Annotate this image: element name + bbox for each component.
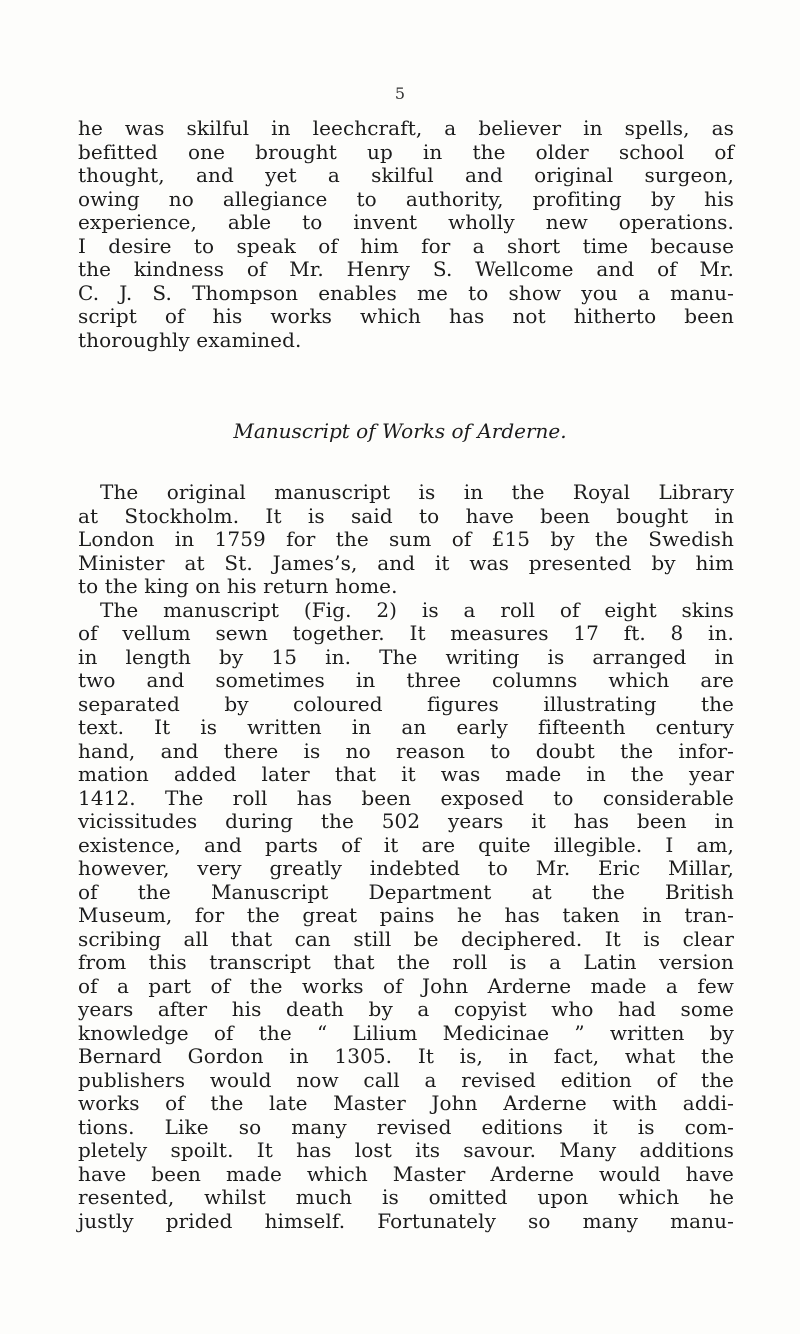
text-line: owing no allegiance to authority, profiting by his bbox=[78, 186, 734, 211]
text-line: hand, and there is no reason to doubt the infor- bbox=[78, 738, 734, 763]
text-line: Minister at St. James’s, and it was presented by him bbox=[78, 550, 734, 575]
text-line: two and sometimes in three columns which are bbox=[78, 668, 734, 692]
text-line: C. J. S. Thompson enables me to show you a manu- bbox=[78, 280, 734, 305]
text-line: separated by coloured figures illustrating the bbox=[78, 691, 734, 716]
paragraph-arderne-intro bbox=[78, 117, 734, 352]
text-line: years after his death by a copyist who had some bbox=[78, 997, 734, 1021]
text-line: befitted one brought up in the older school of bbox=[78, 139, 734, 164]
text-line: at Stockholm. It is said to have been bought in bbox=[78, 503, 734, 528]
text-line: pletely spoilt. It has lost its savour. Many additions bbox=[78, 1138, 734, 1162]
text-line: justly prided himself. Fortunately so many manu- bbox=[78, 1208, 734, 1233]
text-line: in length by 15 in. The writing is arranged in bbox=[78, 644, 734, 669]
page-number: 5 bbox=[394, 84, 406, 103]
text-line: mation added later that it was made in the year bbox=[78, 762, 734, 786]
text-line: the kindness of Mr. Henry S. Wellcome and of Mr. bbox=[78, 257, 734, 281]
text-line: text. It is written in an early fifteenth century bbox=[78, 715, 734, 739]
text-line: London in 1759 for the sum of £15 by the Swedish bbox=[78, 527, 734, 551]
text-line: vicissitudes during the 502 years it has been in bbox=[78, 809, 734, 833]
text-line: tions. Like so many revised editions it is com- bbox=[78, 1114, 734, 1139]
text-line: The manuscript (Fig. 2) is a roll of eight skins bbox=[100, 597, 734, 622]
text-line: Museum, for the great pains he has taken in tran- bbox=[78, 903, 734, 927]
text-line: however, very greatly indebted to Mr. Eric Millar, bbox=[78, 856, 734, 880]
text-line: have been made which Master Arderne would have bbox=[78, 1161, 734, 1186]
text-line: resented, whilst much is omitted upon which he bbox=[78, 1185, 734, 1209]
text-line: 1412. The roll has been exposed to considerable bbox=[78, 785, 734, 810]
text-line: script of his works which has not hitherto been bbox=[78, 304, 734, 328]
text-line: of the Manuscript Department at the British bbox=[78, 879, 734, 904]
text-line: Bernard Gordon in 1305. It is, in fact, what the bbox=[78, 1044, 734, 1068]
text-line: publishers would now call a revised edition of the bbox=[78, 1067, 734, 1092]
text-line: The original manuscript is in the Royal Library bbox=[100, 480, 734, 504]
text-line: I desire to speak of him for a short time because bbox=[78, 233, 734, 258]
text-line: he was skilful in leechcraft, a believer in spells, as bbox=[78, 116, 734, 140]
text-line: from this transcript that the roll is a Latin version bbox=[78, 950, 734, 974]
text-line: thoroughly examined. bbox=[78, 327, 302, 352]
section-heading: Manuscript of Works of Arderne. bbox=[233, 419, 567, 443]
text-line: of a part of the works of John Arderne made a few bbox=[78, 973, 734, 998]
text-line: knowledge of the “ Lilium Medicinae ” written by bbox=[78, 1020, 734, 1045]
text-line: to the king on his return home. bbox=[78, 574, 398, 598]
text-line: of vellum sewn together. It measures 17 ft. 8 in. bbox=[78, 621, 734, 645]
text-line: scribing all that can still be deciphered. It is clear bbox=[78, 926, 734, 951]
text-line: works of the late Master John Arderne with addi- bbox=[78, 1091, 734, 1115]
text-line: experience, able to invent wholly new operations. bbox=[78, 210, 734, 234]
text-line: thought, and yet a skilful and original surgeon, bbox=[78, 163, 734, 187]
text-line: existence, and parts of it are quite illegible. I am, bbox=[78, 832, 734, 857]
paragraph-manuscript-description bbox=[78, 481, 734, 1233]
